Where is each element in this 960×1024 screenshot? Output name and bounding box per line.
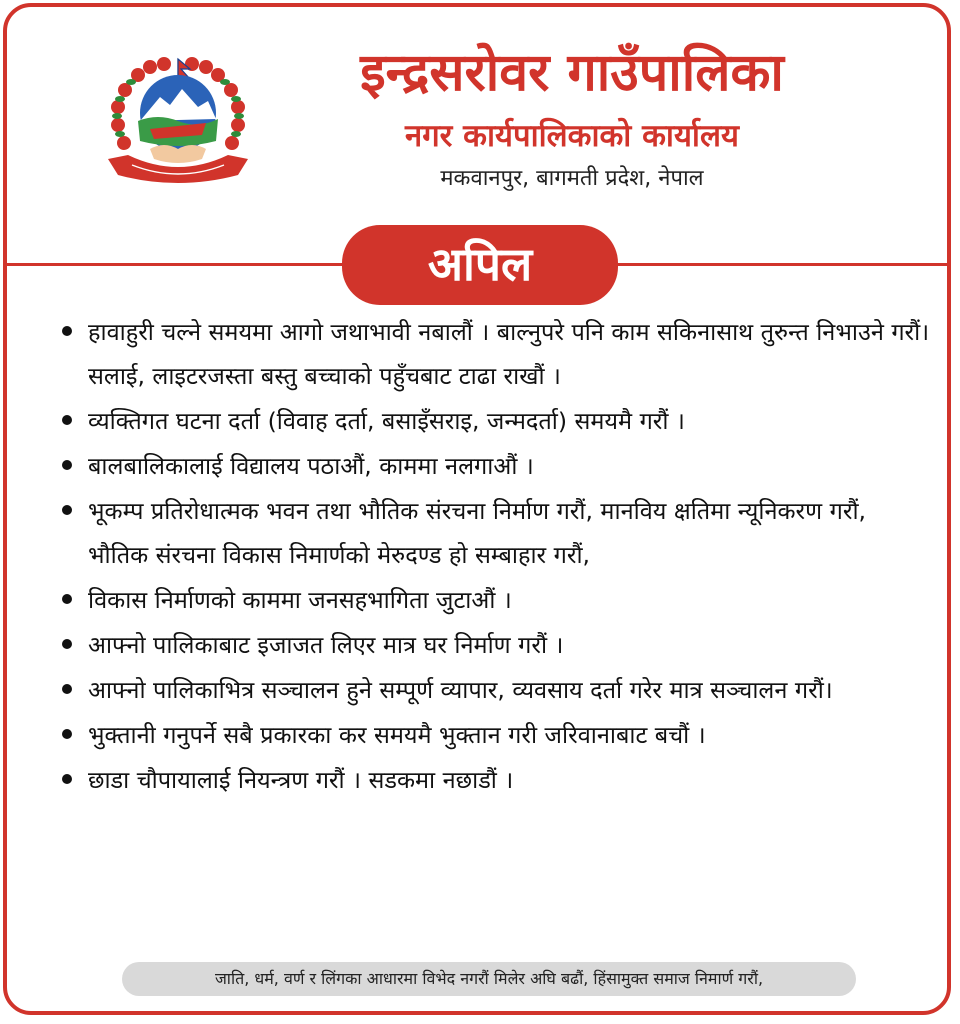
appeal-item — [58, 444, 930, 488]
appeal-text: आफ्नो पालिकाबाट इजाजत लिएर मात्र घर निर्माण गरौं । — [88, 631, 564, 659]
bullet-icon — [62, 326, 72, 336]
appeal-list — [58, 310, 930, 803]
appeal-item — [58, 758, 930, 802]
appeal-text: भुक्तानी गनुपर्ने सबै प्रकारका कर समयमै भुक्तान गरी जरिवानाबाट बचौं । — [88, 721, 706, 749]
appeal-text: व्यक्तिगत घटना दर्ता (विवाह दर्ता, बसाइँसराइ, जन्मदर्ता) समयमै गरौं । — [88, 407, 685, 435]
appeal-item — [58, 578, 930, 622]
footer-slogan: जाति, धर्म, वर्ण र लिंगका आधारमा विभेद नगरौं मिलेर अघि बढौं, हिंसामुक्त समाज निमार्ण गरौं, — [122, 962, 856, 996]
appeal-text: विकास निर्माणको काममा जनसहभागिता जुटाऔं । — [88, 586, 512, 614]
bullet-icon — [62, 415, 72, 425]
office-subtitle: नगर कार्यपालिकाको कार्यालय — [405, 118, 739, 154]
bullet-icon — [62, 684, 72, 694]
bullet-icon — [62, 594, 72, 604]
bullet-icon — [62, 639, 72, 649]
appeal-text: हावाहुरी चल्ने समयमा आगो जथाभावी नबालौं । बाल्नुपरे पनि काम सकिनासाथ तुरुन्त निभाउने गरौं। सलाई, लाइटरजस्ता बस्तु बच्चाको पहुँचबाट टाढा राखौं । — [88, 318, 930, 390]
bullet-icon — [62, 460, 72, 470]
appeal-item — [58, 489, 930, 577]
bullet-icon — [62, 729, 72, 739]
appeal-item — [58, 713, 930, 757]
municipality-title: इन्द्रसरोवर गाउँपालिका — [360, 43, 784, 103]
nepal-emblem-icon — [98, 55, 258, 185]
appeal-text: भूकम्प प्रतिरोधात्मक भवन तथा भौतिक संरचना निर्माण गरौं, मानविय क्षतिमा न्यूनिकरण गरौं, भौतिक संरचना विकास निमार्णको मेरुदण्ड हो सम्बाहार गरौं, — [88, 497, 867, 569]
bullet-icon — [62, 505, 72, 515]
appeal-text: छाडा चौपायालाई नियन्त्रण गरौं । सडकमा नछाडौं । — [88, 766, 514, 794]
bullet-icon — [62, 774, 72, 784]
appeal-badge: अपिल — [342, 225, 618, 305]
appeal-item — [58, 623, 930, 667]
appeal-text: बालबालिकालाई विद्यालय पठाऔं, काममा नलगाऔं । — [88, 452, 534, 480]
appeal-text: आफ्नो पालिकाभित्र सञ्चालन हुने सम्पूर्ण व्यापार, व्यवसाय दर्ता गरेर मात्र सञ्चालन गरौं। — [88, 676, 833, 704]
appeal-item — [58, 310, 930, 398]
appeal-item — [58, 668, 930, 712]
address-line: मकवानपुर, बागमती प्रदेश, नेपाल — [440, 166, 704, 191]
appeal-item — [58, 399, 930, 443]
